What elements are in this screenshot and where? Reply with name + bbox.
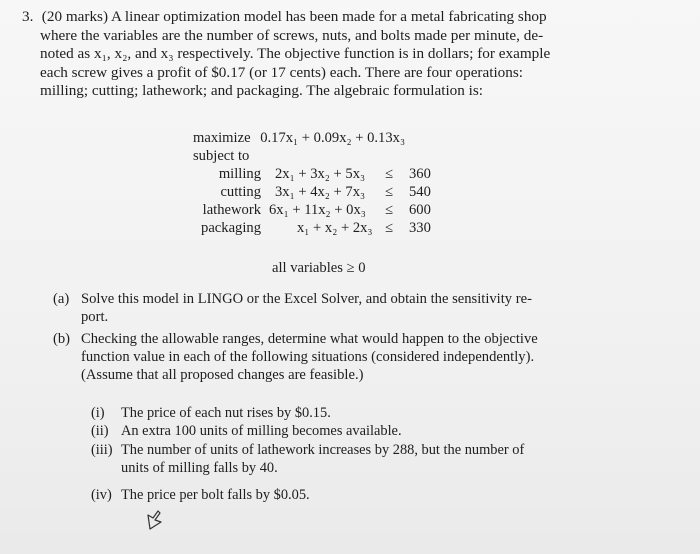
mouse-cursor-icon xyxy=(146,509,166,531)
constraint-expression: 2x₁ + 3x₂ + 5x₃ xyxy=(275,166,366,182)
constraint-rhs: 330 xyxy=(409,220,431,236)
objective-keyword: maximize xyxy=(193,130,251,146)
objective-expression: 0.17x₁ + 0.09x₂ + 0.13x₃ xyxy=(260,130,406,146)
part-b-line-2: function value in each of the following situations (considered independently). xyxy=(81,349,535,365)
part-b-line-3: (Assume that all proposed changes are feasible.) xyxy=(81,367,364,383)
constraint-rhs: 600 xyxy=(409,202,431,218)
constraint-operator: ≤ xyxy=(385,184,394,200)
subpart-i xyxy=(91,404,581,422)
question-paragraph xyxy=(22,8,682,101)
part-b-text: Checking the allowable ranges, determine what would happen to the objective xyxy=(81,331,538,347)
constraint-expression: x₁ + x₂ + 2x₃ xyxy=(297,220,373,236)
subpart-text: The number of units of lathework increases by 288, but the number of xyxy=(121,442,525,458)
subpart-tag: (ii) xyxy=(91,423,109,439)
constraint-rhs: 360 xyxy=(409,166,431,182)
subpart-text-continued: units of milling falls by 40. xyxy=(121,460,278,476)
subpart-text: The price per bolt falls by $0.05. xyxy=(121,487,310,503)
constraint-name: milling xyxy=(218,166,261,182)
constraint-name: lathework xyxy=(202,202,261,218)
constraint-row-cutting xyxy=(193,184,453,201)
part-a xyxy=(53,290,663,326)
subpart-tag: (iii) xyxy=(91,442,113,458)
part-a-tag: (a) xyxy=(53,291,70,307)
constraint-name: cutting xyxy=(220,184,261,200)
constraint-row-lathework xyxy=(193,202,453,219)
subpart-iv xyxy=(91,486,581,504)
question-number: 3. xyxy=(22,8,34,25)
question-line-4: each screw gives a profit of $0.17 (or 17 cents) each. There are four operations: xyxy=(40,63,523,81)
question-line-5: milling; cutting; lathework; and packaging. The algebraic formulation is: xyxy=(40,82,483,100)
subpart-text: An extra 100 units of milling becomes available. xyxy=(121,423,402,439)
part-b xyxy=(53,330,663,384)
constraint-row-packaging xyxy=(193,220,453,237)
question-line-1 xyxy=(22,8,682,27)
constraint-expression: 6x₁ + 11x₂ + 0x₃ xyxy=(269,202,366,218)
part-a-line-1 xyxy=(53,290,663,308)
question-line-3: noted as x₁, x₂, and x₃ respectively. The objective function is in dollars; for example xyxy=(40,45,551,63)
constraint-rhs: 540 xyxy=(409,184,431,200)
question-text-1: (20 marks) A linear optimization model has been made for a metal fabricating shop xyxy=(41,8,547,25)
question-line-2: where the variables are the number of screws, nuts, and bolts made per minute, de- xyxy=(40,26,544,44)
part-b-line-1 xyxy=(53,330,663,348)
subpart-tag: (i) xyxy=(91,405,105,421)
constraint-operator: ≤ xyxy=(385,202,394,218)
part-b-tag: (b) xyxy=(53,331,71,347)
part-a-text: Solve this model in LINGO or the Excel Solver, and obtain the sensitivity re- xyxy=(81,291,532,307)
constraint-operator: ≤ xyxy=(385,220,394,236)
constraint-expression: 3x₁ + 4x₂ + 7x₃ xyxy=(275,184,366,200)
objective-row xyxy=(193,130,405,147)
constraint-row-milling xyxy=(193,166,453,183)
subpart-iii xyxy=(91,441,581,477)
subject-to-label: subject to xyxy=(193,148,250,164)
subpart-text: The price of each nut rises by $0.15. xyxy=(121,405,331,421)
subpart-ii xyxy=(91,422,581,440)
part-a-line-2: port. xyxy=(81,309,109,325)
constraint-operator: ≤ xyxy=(385,166,394,182)
subpart-tag: (iv) xyxy=(91,487,112,503)
nonnegativity-constraint: all variables ≥ 0 xyxy=(272,260,366,276)
constraint-name: packaging xyxy=(201,220,261,236)
